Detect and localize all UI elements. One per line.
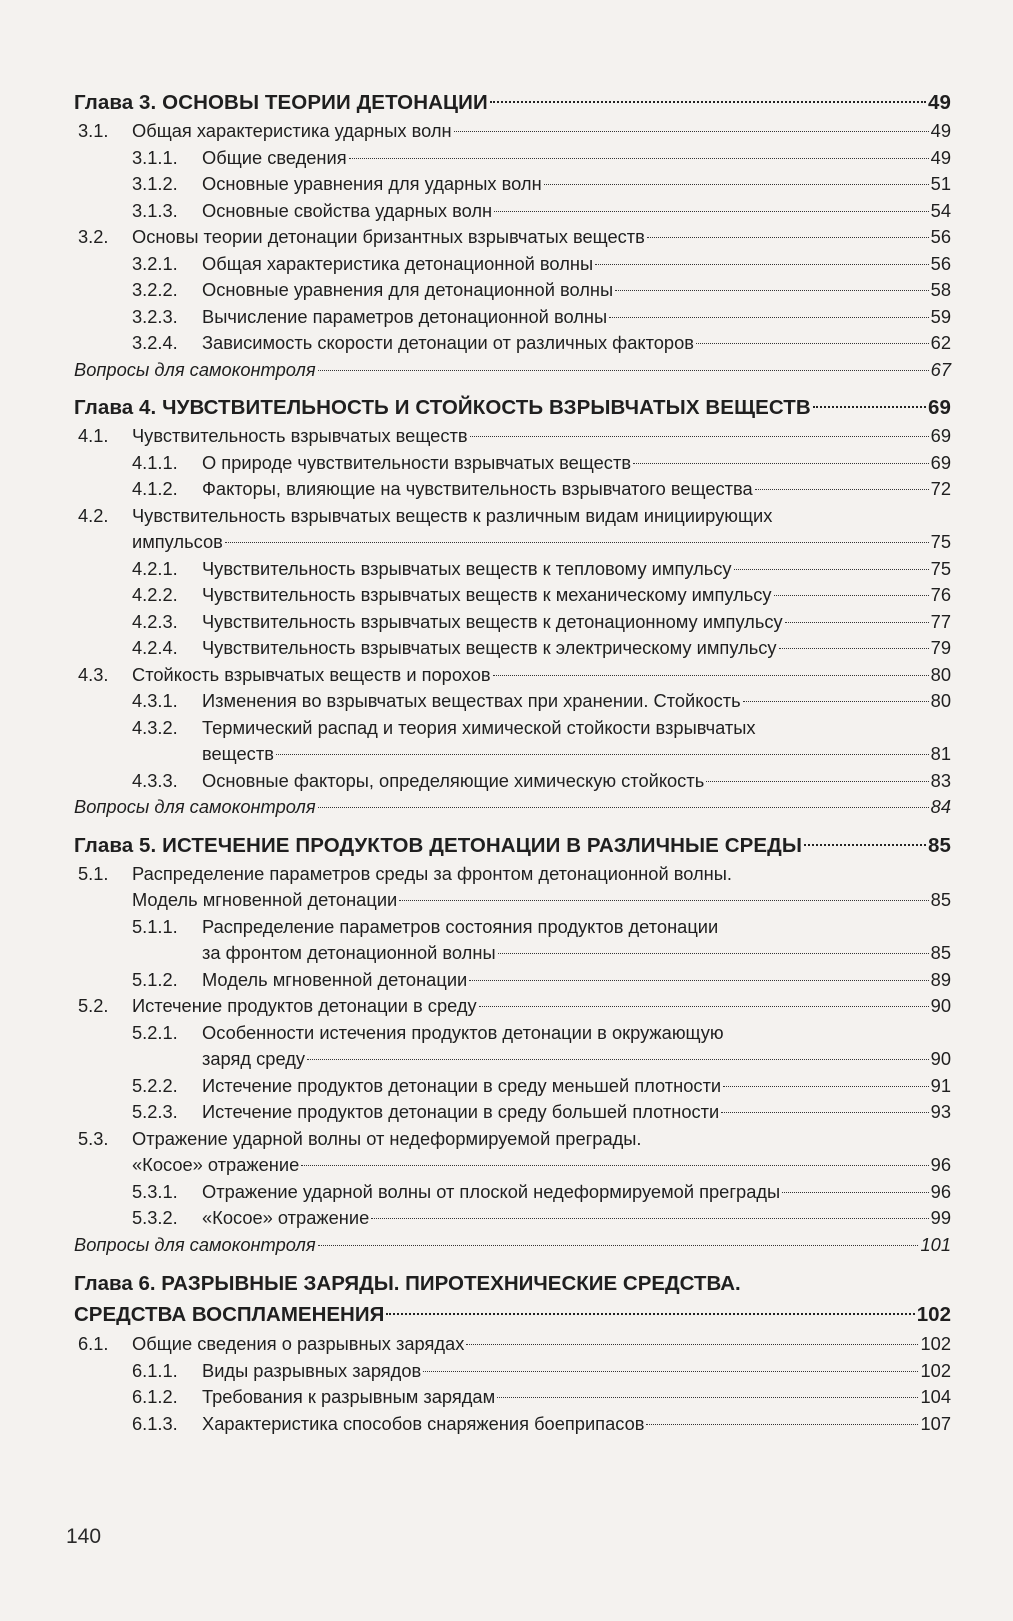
- dot-leader: [755, 489, 929, 490]
- section-number: 4.3.3.: [132, 769, 178, 791]
- dot-leader: [349, 158, 929, 159]
- section-page: 90: [930, 995, 951, 1016]
- section-title: Общие сведения: [202, 146, 347, 168]
- section-number: 4.2.2.: [132, 584, 178, 605]
- section-number: 4.1.1.: [132, 451, 178, 473]
- section-page: 90: [930, 1048, 951, 1069]
- section-title: за фронтом детонационной волны: [202, 942, 496, 963]
- chapter-title: Глава 4. ЧУВСТВИТЕЛЬНОСТЬ И СТОЙКОСТЬ ВЗРЫВЧАТЫХ ВЕЩЕСТВ: [74, 396, 811, 419]
- section-number: 3.2.3.: [132, 305, 178, 327]
- section-number: 3.1.3.: [132, 199, 178, 221]
- section-title: Требования к разрывным зарядам: [202, 1386, 496, 1407]
- toc-entry[interactable]: [74, 450, 951, 477]
- dot-leader: [804, 844, 926, 846]
- section-number: 4.1.: [78, 425, 109, 446]
- section-title: Общая характеристика ударных волн: [132, 120, 452, 141]
- section-number: 5.1.1.: [132, 915, 178, 937]
- questions-entry[interactable]: [74, 794, 951, 821]
- section-page: 75: [930, 557, 951, 579]
- toc-entry[interactable]: [74, 967, 951, 994]
- section-page: 69: [930, 451, 951, 473]
- dot-leader: [498, 953, 929, 954]
- toc-entry[interactable]: [74, 277, 951, 304]
- section-number: 5.2.3.: [132, 1101, 178, 1122]
- section-page: 58: [930, 279, 951, 300]
- dot-leader: [734, 569, 929, 570]
- toc-entry[interactable]: [74, 768, 951, 795]
- section-page: 104: [920, 1386, 951, 1407]
- section-page: 91: [930, 1074, 951, 1096]
- toc-entry[interactable]: [74, 688, 951, 715]
- section-page: 59: [930, 305, 951, 327]
- section-page: 69: [930, 425, 951, 446]
- section-number: 4.3.1.: [132, 690, 178, 711]
- dot-leader: [490, 101, 926, 103]
- dot-leader: [399, 900, 928, 901]
- toc-entry[interactable]: [74, 861, 951, 914]
- section-title: Вычисление параметров детонационной волны: [202, 305, 608, 327]
- section-number: 3.1.2.: [132, 173, 178, 194]
- toc-entry[interactable]: [74, 609, 951, 636]
- chapter-heading[interactable]: [74, 393, 951, 422]
- section-page: 77: [930, 610, 951, 632]
- section-page: 85: [930, 889, 951, 910]
- toc-entry[interactable]: [74, 914, 951, 967]
- dot-leader: [423, 1371, 918, 1372]
- section-page: 99: [930, 1207, 951, 1228]
- section-title: Основные свойства ударных волн: [202, 199, 493, 221]
- toc-entry[interactable]: [74, 662, 951, 689]
- section-page: 89: [930, 968, 951, 990]
- toc-entry[interactable]: [74, 476, 951, 503]
- toc-entry[interactable]: [74, 118, 951, 145]
- section-title: Чувствительность взрывчатых веществ к детонационному импульсу: [202, 610, 783, 632]
- dot-leader: [646, 1424, 918, 1425]
- section-page: 101: [920, 1233, 951, 1255]
- section-title: импульсов: [132, 531, 223, 552]
- section-number: 4.2.1.: [132, 557, 178, 579]
- section-title: Истечение продуктов детонации в среду: [132, 995, 477, 1016]
- section-number: 5.3.2.: [132, 1207, 178, 1228]
- dot-leader: [774, 595, 929, 596]
- section-number: 3.2.1.: [132, 252, 178, 274]
- section-number: 5.1.: [78, 862, 109, 884]
- dot-leader: [276, 754, 929, 755]
- section-number: 3.2.: [78, 226, 109, 247]
- section-title-line: Чувствительность взрывчатых веществ к различным видам инициирующих: [132, 504, 773, 526]
- section-number: 5.3.: [78, 1127, 109, 1149]
- section-number: 4.3.: [78, 663, 109, 685]
- section-title: Модель мгновенной детонации: [132, 889, 398, 910]
- section-page: 80: [930, 690, 951, 711]
- section-title-line: Отражение ударной волны от недеформируемой преграды.: [132, 1127, 642, 1149]
- dot-leader: [785, 622, 929, 623]
- toc-entry[interactable]: [74, 1099, 951, 1126]
- toc-entry[interactable]: [74, 145, 951, 172]
- chapter-title-line: Глава 6. РАЗРЫВНЫЕ ЗАРЯДЫ. ПИРОТЕХНИЧЕСКИЕ СРЕДСТВА.: [74, 1272, 741, 1295]
- section-number: 5.2.1.: [132, 1021, 178, 1043]
- section-page: 96: [930, 1180, 951, 1202]
- section-title: Общие сведения о разрывных зарядах: [132, 1333, 465, 1354]
- section-page: 72: [930, 478, 951, 499]
- section-title: Чувствительность взрывчатых веществ к тепловому импульсу: [202, 557, 732, 579]
- section-page: 96: [930, 1154, 951, 1175]
- section-page: 80: [930, 663, 951, 685]
- section-title: Вопросы для самоконтроля: [74, 796, 316, 817]
- dot-leader: [544, 184, 929, 185]
- dot-leader: [318, 1245, 919, 1246]
- section-page: 56: [930, 252, 951, 274]
- section-number: 3.2.4.: [132, 332, 178, 353]
- section-page: 93: [930, 1101, 951, 1122]
- dot-leader: [647, 237, 929, 238]
- dot-leader: [779, 648, 929, 649]
- section-page: 81: [930, 743, 951, 764]
- section-page: 75: [930, 531, 951, 552]
- section-number: 5.3.1.: [132, 1180, 178, 1202]
- toc-entry[interactable]: [74, 1411, 951, 1438]
- section-number: 3.1.: [78, 120, 109, 141]
- questions-entry[interactable]: [74, 1232, 951, 1259]
- toc-entry[interactable]: [74, 423, 951, 450]
- dot-leader: [721, 1112, 928, 1113]
- toc-entry[interactable]: [74, 556, 951, 583]
- toc-entry[interactable]: [74, 1020, 951, 1073]
- section-page: 79: [930, 637, 951, 658]
- section-page: 56: [930, 226, 951, 247]
- toc-entry[interactable]: [74, 1358, 951, 1385]
- section-number: 3.2.2.: [132, 279, 178, 300]
- section-title: Отражение ударной волны от плоской недеформируемой преграды: [202, 1180, 781, 1202]
- section-title: Модель мгновенной детонации: [202, 968, 468, 990]
- dot-leader: [609, 317, 929, 318]
- toc-entry[interactable]: [74, 330, 951, 357]
- section-title: Факторы, влияющие на чувствительность взрывчатого вещества: [202, 478, 753, 499]
- section-page: 76: [930, 584, 951, 605]
- dot-leader: [493, 675, 929, 676]
- chapter-heading[interactable]: [74, 88, 951, 117]
- section-title-line: Особенности истечения продуктов детонации в окружающую: [202, 1021, 724, 1043]
- section-number: 5.1.2.: [132, 968, 178, 990]
- dot-leader: [782, 1192, 928, 1193]
- dot-leader: [494, 211, 929, 212]
- section-page: 49: [930, 146, 951, 168]
- section-number: 4.2.: [78, 504, 109, 526]
- toc-entry[interactable]: [74, 635, 951, 662]
- section-page: 102: [920, 1333, 951, 1354]
- section-number: 6.1.3.: [132, 1412, 178, 1434]
- section-page: 85: [930, 942, 951, 963]
- toc-entry[interactable]: [74, 993, 951, 1020]
- dot-leader: [813, 406, 926, 408]
- dot-leader: [371, 1218, 928, 1219]
- section-title: Основные уравнения для ударных волн: [202, 173, 542, 194]
- section-page: 62: [930, 332, 951, 353]
- chapter-heading[interactable]: [74, 831, 951, 860]
- dot-leader: [633, 463, 929, 464]
- dot-leader: [318, 370, 929, 371]
- section-title: Вопросы для самоконтроля: [74, 1233, 316, 1255]
- toc-entry[interactable]: [74, 1331, 951, 1358]
- section-title: Чувствительность взрывчатых веществ к электрическому импульсу: [202, 637, 777, 658]
- section-page: 102: [920, 1359, 951, 1381]
- section-number: 4.2.3.: [132, 610, 178, 632]
- section-page: 67: [930, 358, 951, 380]
- dot-leader: [301, 1165, 928, 1166]
- section-title-line: Распределение параметров состояния продуктов детонации: [202, 915, 719, 937]
- section-title: Характеристика способов снаряжения боеприпасов: [202, 1412, 645, 1434]
- dot-leader: [470, 436, 929, 437]
- section-number: 4.2.4.: [132, 637, 178, 658]
- dot-leader: [723, 1086, 929, 1087]
- section-number: 3.1.1.: [132, 146, 178, 168]
- dot-leader: [307, 1059, 929, 1060]
- section-title: Зависимость скорости детонации от различных факторов: [202, 332, 694, 353]
- dot-leader: [595, 264, 929, 265]
- section-title: Чувствительность взрывчатых веществ к механическому импульсу: [202, 584, 772, 605]
- toc-entry[interactable]: [74, 1384, 951, 1411]
- section-page: 84: [930, 796, 951, 817]
- section-title: Общая характеристика детонационной волны: [202, 252, 594, 274]
- section-number: 5.2.: [78, 995, 109, 1016]
- section-number: 6.1.2.: [132, 1386, 178, 1407]
- dot-leader: [469, 980, 928, 981]
- dot-leader: [479, 1006, 929, 1007]
- section-title: Вопросы для самоконтроля: [74, 358, 316, 380]
- section-page: 49: [930, 120, 951, 141]
- page-number: 140: [66, 1525, 102, 1548]
- chapter-heading[interactable]: [74, 1268, 951, 1330]
- toc-entry[interactable]: [74, 1073, 951, 1100]
- dot-leader: [386, 1313, 914, 1315]
- section-title: Чувствительность взрывчатых веществ: [132, 425, 468, 446]
- section-number: 4.1.2.: [132, 478, 178, 499]
- chapter-page: 49: [927, 91, 951, 114]
- toc-entry[interactable]: [74, 1205, 951, 1232]
- section-title: Изменения во взрывчатых веществах при хранении. Стойкость: [202, 690, 741, 711]
- toc-entry[interactable]: [74, 715, 951, 768]
- section-title: Истечение продуктов детонации в среду большей плотности: [202, 1101, 720, 1122]
- chapter-title: СРЕДСТВА ВОСПЛАМЕНЕНИЯ: [74, 1303, 385, 1326]
- toc-entry[interactable]: [74, 582, 951, 609]
- section-title: веществ: [202, 743, 274, 764]
- section-title: Основные факторы, определяющие химическую стойкость: [202, 769, 705, 791]
- section-title-line: Термический распад и теория химической стойкости взрывчатых: [202, 716, 756, 738]
- toc-entry[interactable]: [74, 224, 951, 251]
- dot-leader: [497, 1397, 918, 1398]
- section-page: 107: [920, 1412, 951, 1434]
- section-title: О природе чувствительности взрывчатых веществ: [202, 451, 632, 473]
- section-title: Истечение продуктов детонации в среду меньшей плотности: [202, 1074, 722, 1096]
- chapter-page: 69: [927, 396, 951, 419]
- section-title: «Косое» отражение: [202, 1207, 370, 1228]
- dot-leader: [225, 542, 929, 543]
- section-number: 6.1.: [78, 1333, 109, 1354]
- chapter-title: Глава 5. ИСТЕЧЕНИЕ ПРОДУКТОВ ДЕТОНАЦИИ В РАЗЛИЧНЫЕ СРЕДЫ: [74, 833, 803, 857]
- chapter-page: 102: [916, 1303, 951, 1326]
- dot-leader: [318, 807, 929, 808]
- section-title: Основные уравнения для детонационной волны: [202, 279, 614, 300]
- section-title: Основы теории детонации бризантных взрывчатых веществ: [132, 226, 645, 247]
- dot-leader: [615, 290, 928, 291]
- section-page: 51: [930, 173, 951, 194]
- toc-entry[interactable]: [74, 304, 951, 331]
- toc-entry[interactable]: [74, 503, 951, 556]
- section-title: заряд среду: [202, 1048, 306, 1069]
- section-page: 54: [930, 199, 951, 221]
- section-title: Стойкость взрывчатых веществ и порохов: [132, 663, 491, 685]
- dot-leader: [743, 701, 929, 702]
- dot-leader: [466, 1344, 918, 1345]
- dot-leader: [706, 781, 928, 782]
- toc-entry[interactable]: [74, 1126, 951, 1179]
- section-title: «Косое» отражение: [132, 1154, 300, 1175]
- dot-leader: [454, 131, 929, 132]
- toc-entry[interactable]: [74, 198, 951, 225]
- section-number: 4.3.2.: [132, 716, 178, 738]
- section-title-line: Распределение параметров среды за фронтом детонационной волны.: [132, 862, 732, 884]
- toc-entry[interactable]: [74, 171, 951, 198]
- section-page: 83: [930, 769, 951, 791]
- chapter-page: 85: [927, 833, 951, 857]
- chapter-title: Глава 3. ОСНОВЫ ТЕОРИИ ДЕТОНАЦИИ: [74, 91, 488, 114]
- toc-entry[interactable]: [74, 251, 951, 278]
- section-title: Виды разрывных зарядов: [202, 1359, 422, 1381]
- section-number: 5.2.2.: [132, 1074, 178, 1096]
- toc-entry[interactable]: [74, 1179, 951, 1206]
- dot-leader: [696, 343, 929, 344]
- questions-entry[interactable]: [74, 357, 951, 384]
- section-number: 6.1.1.: [132, 1359, 178, 1381]
